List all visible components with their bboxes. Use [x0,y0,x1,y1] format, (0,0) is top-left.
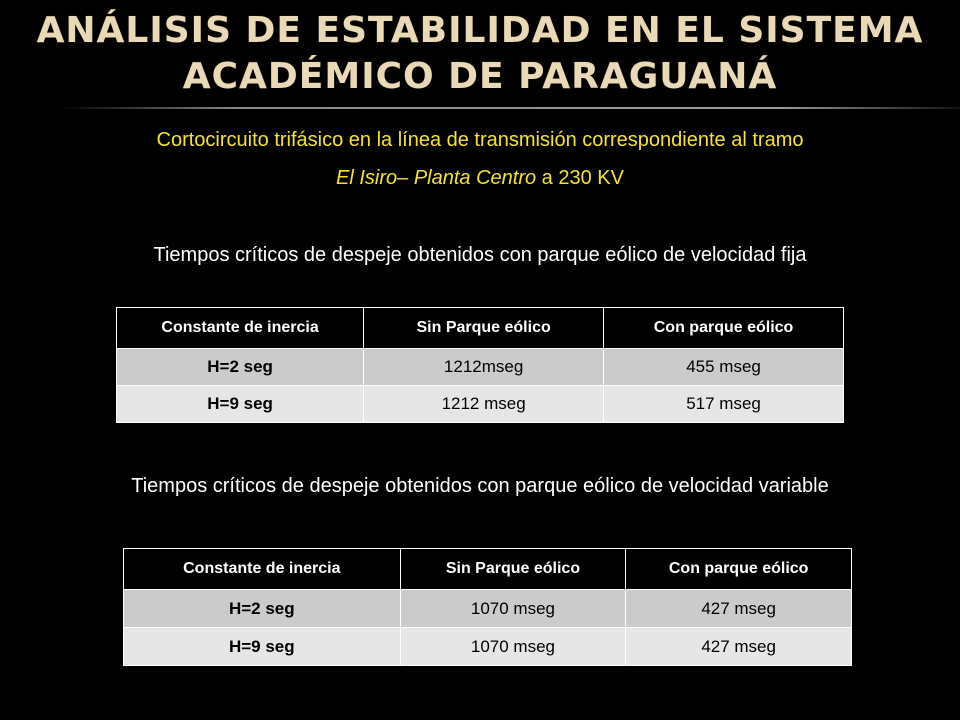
cell-inertia: H=2 seg [117,349,364,386]
header-inertia: Constante de inercia [117,308,364,349]
table-fixed-speed [116,307,844,423]
title-line-1: ANÁLISIS DE ESTABILIDAD EN EL SISTEMA [36,10,924,51]
cell-without-park: 1212 mseg [364,386,604,423]
cell-with-park: 427 mseg [626,628,852,666]
subtitle-line-1: Cortocircuito trifásico en la línea de transmisión correspondiente al tramo [156,129,804,151]
cell-without-park: 1212mseg [364,349,604,386]
header-with-park: Con parque eólico [604,308,844,349]
table-row [124,590,852,628]
cell-inertia: H=2 seg [124,590,401,628]
table-header-row [124,549,852,590]
subtitle-voltage: a 230 KV [536,167,624,189]
table-row [117,386,844,423]
table-header-row [117,308,844,349]
header-without-park: Sin Parque eólico [364,308,604,349]
subtitle-line-2 [0,166,960,190]
title-line-2: ACADÉMICO DE PARAGUANÁ [182,56,778,97]
caption-variable-speed: Tiempos críticos de despeje obtenidos con parque eólico de velocidad variable [131,475,829,497]
caption-fixed-speed: Tiempos críticos de despeje obtenidos con parque eólico de velocidad fija [153,244,807,266]
header-without-park: Sin Parque eólico [400,549,626,590]
table-row [124,628,852,666]
header-inertia: Constante de inercia [124,549,401,590]
header-with-park: Con parque eólico [626,549,852,590]
cell-with-park: 517 mseg [604,386,844,423]
title-divider [60,107,960,109]
table-variable-speed [123,548,852,666]
cell-without-park: 1070 mseg [400,628,626,666]
cell-with-park: 427 mseg [626,590,852,628]
cell-without-park: 1070 mseg [400,590,626,628]
table-row [117,349,844,386]
cell-inertia: H=9 seg [124,628,401,666]
cell-inertia: H=9 seg [117,386,364,423]
cell-with-park: 455 mseg [604,349,844,386]
slide-title [0,8,960,100]
subtitle-route: El Isiro– Planta Centro [336,167,537,189]
